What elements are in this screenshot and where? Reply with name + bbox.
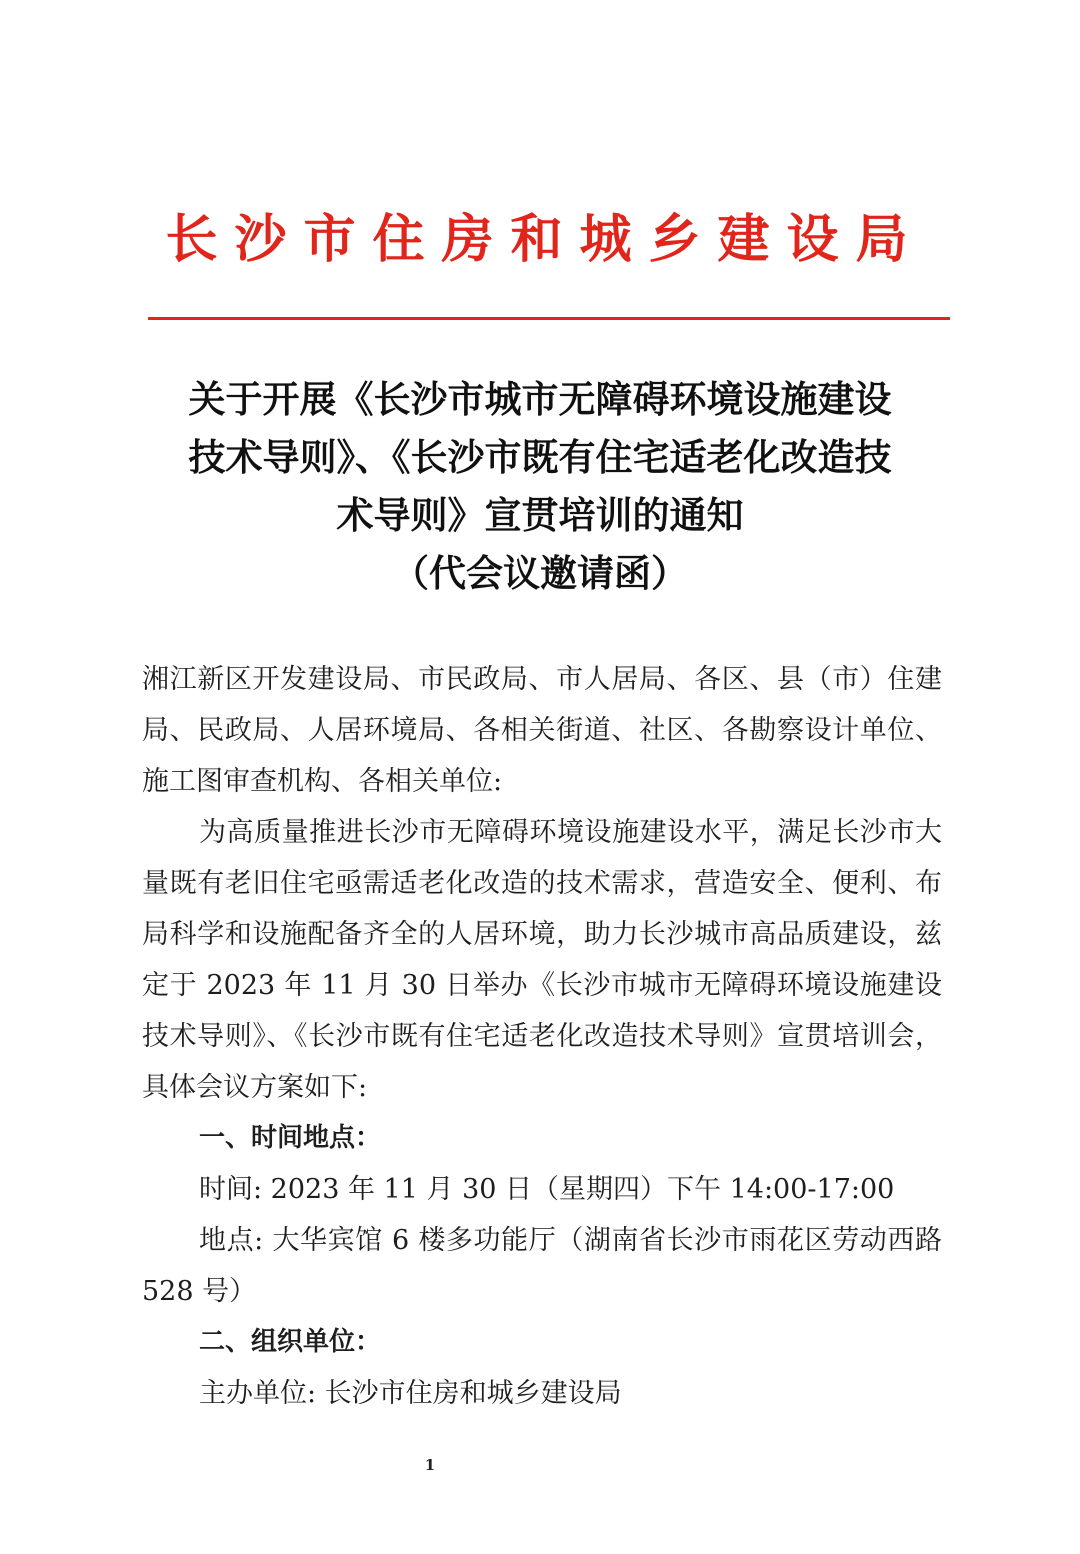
section-heading-time-location: 一、时间地点：: [199, 1123, 382, 1153]
page-number: 1: [424, 1456, 436, 1474]
title-line-2: 技术导则》、《长沙市既有住宅适老化改造技: [188, 435, 892, 479]
red-divider-line: [148, 317, 950, 320]
title-line-1: 关于开展《长沙市城市无障碍环境设施建设: [188, 377, 892, 421]
organization-header: 长沙市住房和城乡建设局: [165, 210, 925, 270]
recipients-paragraph: 湘江新区开发建设局、市民政局、市人居局、各区、县（市）住建局、民政局、人居环境局、各相关街道、社区、各勘察设计单位、施工图审查机构、各相关单位:: [142, 664, 942, 797]
document-title: [140, 370, 940, 602]
section-heading-organizers: 二、组织单位：: [199, 1327, 382, 1357]
meeting-time: 时间: 2023 年 11 月 30 日（星期四）下午 14:00-17:00: [199, 1174, 895, 1205]
title-line-3: 术导则》宣贯培训的通知: [336, 493, 744, 537]
host-organization: 主办单位: 长沙市住房和城乡建设局: [199, 1378, 622, 1409]
intro-paragraph: 为高质量推进长沙市无障碍环境设施建设水平，满足长沙市大量既有老旧住宅亟需适老化改造的技术需求，营造安全、便利、布局科学和设施配备齐全的人居环境，助力长沙城市高品质建设，兹定于 2023 年 11 月 30 日举办《长沙市城市无障碍环境设施建设技术导则》、《长沙市既有住宅适老化改造技术导则》宣贯培训会，具体会议方案如下:: [142, 817, 942, 1103]
document-body: [142, 654, 942, 1419]
meeting-location: 地点: 大华宾馆 6 楼多功能厅（湖南省长沙市雨花区劳动西路 528 号）: [142, 1225, 942, 1307]
title-line-4: （代会议邀请函）: [392, 551, 688, 595]
